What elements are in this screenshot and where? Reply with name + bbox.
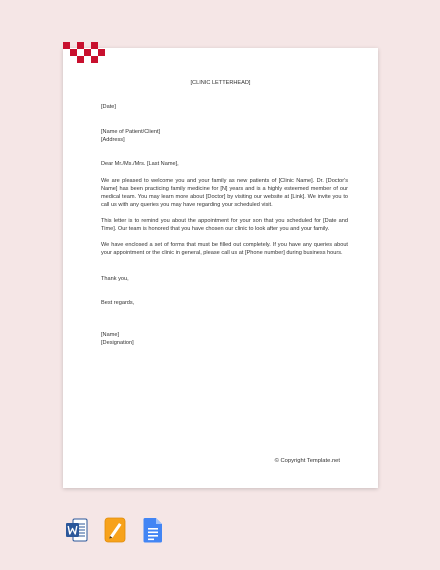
paragraph-reminder: This letter is to remind you about the appointment for your son that you scheduled for [Date and Time]. Our team is honored that you have chosen our clinic to look after you and your family. xyxy=(101,218,348,232)
word-icon[interactable] xyxy=(66,517,88,543)
app-icons xyxy=(66,517,164,543)
signature-name: [Name] xyxy=(101,332,120,338)
checker-logo xyxy=(63,42,105,62)
document-page xyxy=(63,48,378,488)
google-docs-icon[interactable] xyxy=(142,517,164,543)
pages-icon[interactable] xyxy=(104,517,126,543)
thanks: Thank you, xyxy=(101,276,129,282)
recipient-name: [Name of Patient/Client] xyxy=(101,129,161,135)
salutation: Dear Mr./Ms./Mrs. [Last Name], xyxy=(101,161,179,167)
paragraph-intro: We are pleased to welcome you and your family as new patients of [Clinic Name]. Dr. [Doctor's Name] has been practicing family medicine for [N] years and is a highly esteemed member of our medical team. You may learn more about [Doctor] by visiting our website at [Link]. We invite you to call us with any queries you may have regarding your scheduled visit. xyxy=(101,178,348,208)
date: [Date] xyxy=(101,104,116,110)
signature-designation: [Designation] xyxy=(101,340,134,346)
copyright: © Copyright Template.net xyxy=(274,458,340,464)
paragraph-forms: We have enclosed a set of forms that must be filled out completely. If you have any queries about your appointment or the clinic in general, please call us at [Phone number] during business hours. xyxy=(101,242,348,256)
closing: Best regards, xyxy=(101,300,135,306)
recipient-address: [Address] xyxy=(101,137,125,143)
letterhead: [CLINIC LETTERHEAD] xyxy=(190,80,251,86)
